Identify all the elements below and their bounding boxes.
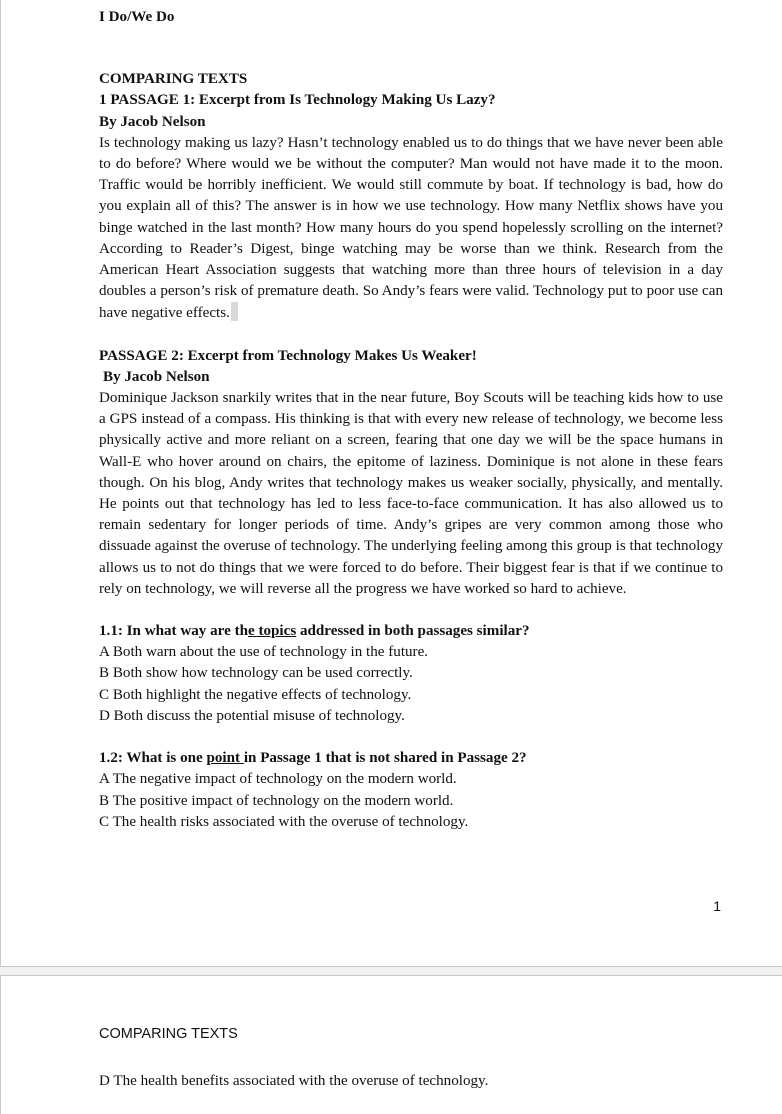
question-2-suffix: in Passage 1 that is not shared in Passage 2? — [243, 750, 527, 767]
question-1-suffix: addressed in both passages similar? — [296, 623, 530, 640]
section-title: COMPARING TEXTS — [99, 71, 248, 88]
passage2-body: Dominique Jackson snarkily writes that in the near future, Boy Scouts will be teaching kids how to use a GPS instead of a compass. His thinking is that with every new release of technology, we become less physically active and more reliant on a screen, fearing that one day we will be the space humans in Wall-E who hover around on chairs, the epitome of laziness. Dominique is not alone in these fears though. On his blog, Andy writes that technology makes us weaker socially, physically, and mentally. He points out that technology has led to less face-to-face communication. It has also allowed us to remain sedentary for longer periods of time. Andy’s gripes are very common among those who dissuade against the overuse of technology. The underlying feeling among this group is that technology allows us to not do things that we were forced to do before. Their biggest fear is that if we continue to rely on technology, we will reverse all the progress we have worked so hard to achieve. — [99, 390, 723, 597]
question-2-underlined: point — [206, 750, 244, 767]
passage1-body — [99, 133, 723, 325]
question-1-option-a: A Both warn about the use of technology in the future. — [99, 644, 429, 661]
question-2-prefix: 1.2: What is one — [99, 750, 207, 767]
question-2-option-d: D The health benefits associated with the overuse of technology. — [99, 1073, 489, 1089]
question-2-option-c: C The health risks associated with the overuse of technology. — [99, 813, 469, 830]
document-page-2 — [0, 975, 782, 1114]
passage1-body-text: Is technology making us lazy? Hasn’t technology enabled us to do things that we have never been able to do before? Where would we be without the computer? Man would not have made it to the moon. Traffic would be horribly inefficient. We would still commute by boat. If technology is bad, how do you explain all of this? The answer is in how we use technology. How many Netflix shows have you binge watched in the last month? How many hours do you spend hopelessly scrolling on the internet? According to Reader’s Digest, binge watching may be worse than we think. Research from the American Heart Association suggests that watching more than three hours of television in a day doubles a person’s risk of premature death. So Andy’s fears were valid. Technology put to poor use can have negative effects. — [99, 134, 723, 322]
page-number: 1 — [713, 898, 721, 914]
passage2-title: PASSAGE 2: Excerpt from Technology Makes Us Weaker! — [99, 347, 477, 364]
question-1-option-c: C Both highlight the negative effects of technology. — [99, 686, 412, 703]
passage1-title: 1 PASSAGE 1: Excerpt from Is Technology Making Us Lazy? — [99, 92, 496, 109]
question-1 — [99, 621, 723, 642]
passage2-author: By Jacob Nelson — [103, 368, 210, 385]
passage1-author: By Jacob Nelson — [99, 113, 206, 130]
page-1-content — [99, 7, 723, 833]
question-1-option-b: B Both show how technology can be used correctly. — [99, 665, 413, 682]
question-2-option-b: B The positive impact of technology on the modern world. — [99, 792, 454, 809]
question-2 — [99, 748, 723, 769]
question-1-underlined: e topics — [247, 623, 297, 640]
question-1-option-d: D Both discuss the potential misuse of technology. — [99, 707, 405, 724]
question-2-option-a: A The negative impact of technology on the modern world. — [99, 771, 457, 788]
page-2-header: COMPARING TEXTS — [99, 1026, 238, 1042]
question-1-prefix: 1.1: In what way are th — [99, 623, 248, 640]
text-cursor-highlight — [231, 302, 238, 321]
top-label: I Do/We Do — [99, 9, 175, 25]
